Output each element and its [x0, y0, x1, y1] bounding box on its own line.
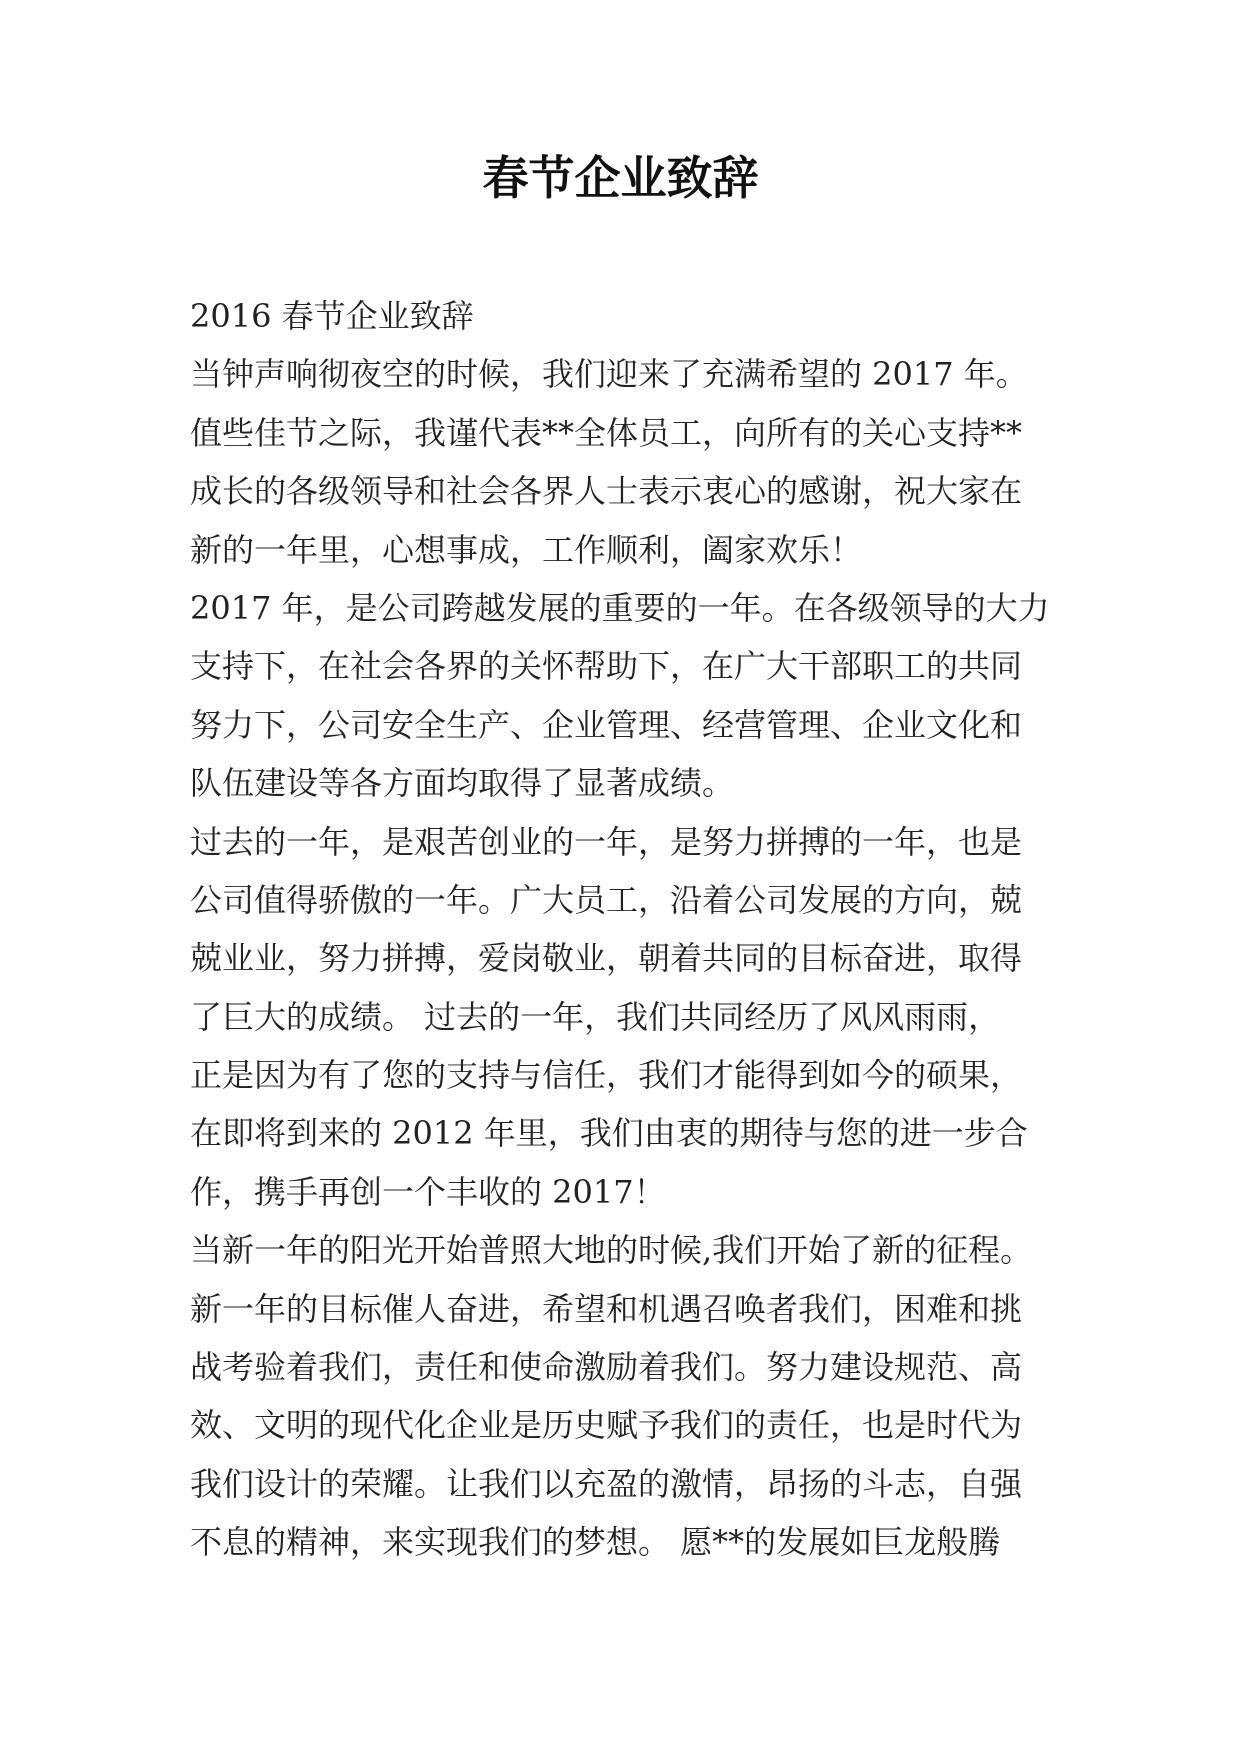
body-line: 成长的各级领导和社会各界人士表示衷心的感谢，祝大家在: [190, 472, 1023, 511]
document-title: 春节企业致辞: [482, 151, 759, 205]
body-line: 队伍建设等各方面均取得了显著成绩。: [190, 764, 735, 803]
body-line: 公司值得骄傲的一年。广大员工，沿着公司发展的方向，兢: [190, 880, 1023, 919]
body-line: 2017 年，是公司跨越发展的重要的一年。在各级领导的大力: [190, 588, 1050, 627]
body-line: 当新一年的阳光开始普照大地的时候,我们开始了新的征程。: [190, 1231, 1033, 1270]
body-line: 作，携手再创一个丰收的 2017！: [190, 1172, 666, 1211]
body-line: 战考验着我们，责任和使命激励着我们。努力建设规范、高: [190, 1348, 1023, 1387]
body-line: 正是因为有了您的支持与信任，我们才能得到如今的硕果，: [190, 1056, 1023, 1095]
body-line: 值些佳节之际，我谨代表**全体员工，向所有的关心支持**: [190, 413, 1023, 452]
body-line: 新一年的目标催人奋进，希望和机遇召唤者我们，困难和挑: [190, 1289, 1023, 1328]
body-line: 当钟声响彻夜空的时候，我们迎来了充满希望的 2017 年。: [190, 355, 1028, 394]
document-body: [190, 287, 1060, 1572]
body-line: 了巨大的成绩。 过去的一年，我们共同经历了风风雨雨，: [190, 997, 1001, 1036]
body-line: 2016 春节企业致辞: [190, 297, 474, 335]
body-line: 不息的精神，来实现我们的梦想。 愿**的发展如巨龙般腾: [190, 1523, 1001, 1562]
body-line: 努力下，公司安全生产、企业管理、经营管理、企业文化和: [190, 705, 1023, 744]
body-line: 兢业业，努力拼搏，爱岗敬业，朝着共同的目标奋进，取得: [190, 939, 1023, 978]
body-line: 在即将到来的 2012 年里，我们由衷的期待与您的进一步合: [190, 1114, 1028, 1153]
body-line: 效、文明的现代化企业是历史赋予我们的责任，也是时代为: [190, 1406, 1023, 1445]
body-line: 支持下，在社会各界的关怀帮助下，在广大干部职工的共同: [190, 647, 1023, 686]
body-line: 我们设计的荣耀。让我们以充盈的激情，昂扬的斗志，自强: [190, 1464, 1023, 1503]
body-line: 新的一年里，心想事成，工作顺利，阖家欢乐！: [190, 530, 863, 569]
body-line: 过去的一年，是艰苦创业的一年，是努力拼搏的一年，也是: [190, 822, 1023, 861]
